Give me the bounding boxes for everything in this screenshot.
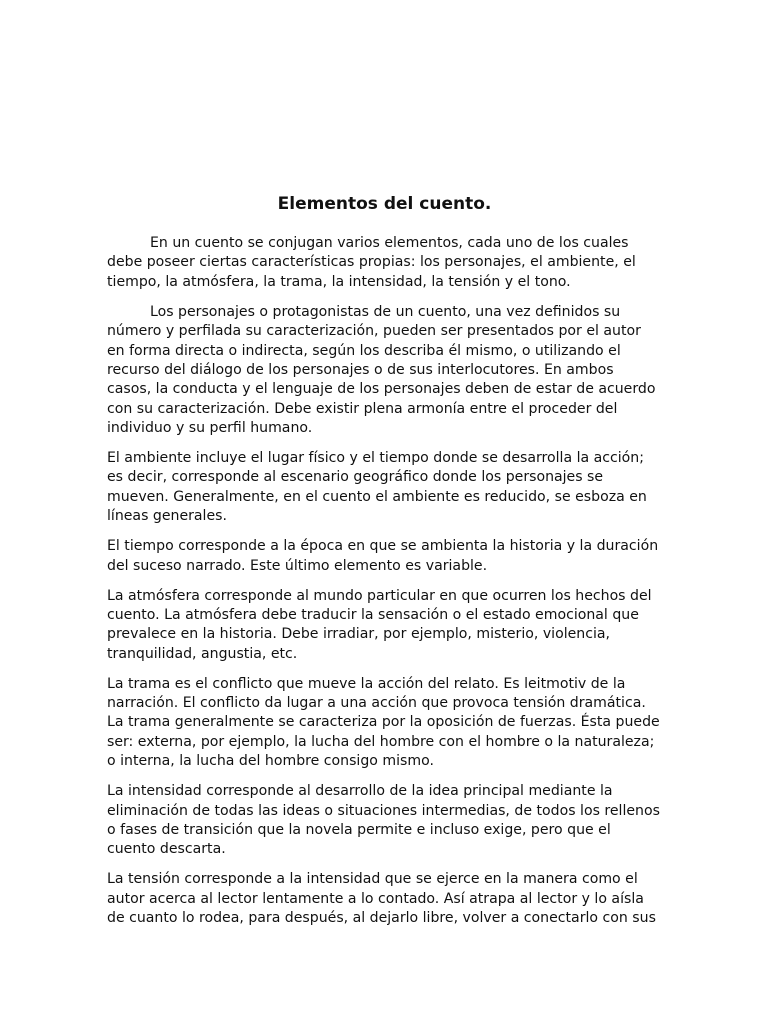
paragraph-personajes: Los personajes o protagonistas de un cuento, una vez definidos su número y perfilada su caracterización, pueden ser presentados por el autor en forma directa o indirecta, según los describa él mismo, o utilizando el recurso del diálogo de los personajes o de sus interlocutores. En ambos casos, la conducta y el lenguaje de los personajes deben de estar de acuerdo con su caracterización. Debe existir plena armonía entre el proceder del individuo y su perfil humano. (107, 303, 656, 437)
paragraph-tiempo: El tiempo corresponde a la época en que se ambienta la historia y la duración del suceso narrado. Este último elemento es variable. (107, 538, 659, 574)
paragraph-intensidad: La intensidad corresponde al desarrollo de la idea principal mediante la eliminación de todas las ideas o situaciones intermedias, de todos los rellenos o fases de transición que la novela permite e incluso exige, pero que el cuento descarta. (107, 783, 660, 858)
document-title: Elementos del cuento. (277, 194, 492, 214)
paragraph-atmosfera: La atmósfera corresponde al mundo particular en que ocurren los hechos del cuento. La atmósfera debe traducir la sensación o el estado emocional que prevalece en la historia. Debe irradiar, por ejemplo, misterio, violencia, tranquilidad, angustia, etc. (107, 587, 652, 662)
paragraph-intro: En un cuento se conjugan varios elementos, cada uno de los cuales debe poseer ciertas características propias: los personajes, el ambiente, el tiempo, la atmósfera, la trama, la intensidad, la tensión y el tono. (107, 235, 636, 290)
paragraph-trama: La trama es el conflicto que mueve la acción del relato. Es leitmotiv de la narración. El conflicto da lugar a una acción que provoca tensión dramática. La trama generalmente se caracteriza por la oposición de fuerzas. Ésta puede ser: externa, por ejemplo, la lucha del hombre con el hombre o la naturaleza; o interna, la lucha del hombre consigo mismo. (107, 675, 660, 770)
paragraph-tension: La tensión corresponde a la intensidad que se ejerce en la manera como el autor acerca al lector lentamente a lo contado. Así atrapa al lector y lo aísla de cuanto lo rodea, para después, al dejarlo libre, volver a conectarlo con sus (107, 871, 656, 927)
document-page (107, 190, 662, 939)
paragraph-ambiente: El ambiente incluye el lugar físico y el tiempo donde se desarrolla la acción; es decir, corresponde al escenario geográfico donde los personajes se mueven. Generalmente, en el cuento el ambiente es reducido, se esboza en líneas generales. (107, 450, 647, 525)
